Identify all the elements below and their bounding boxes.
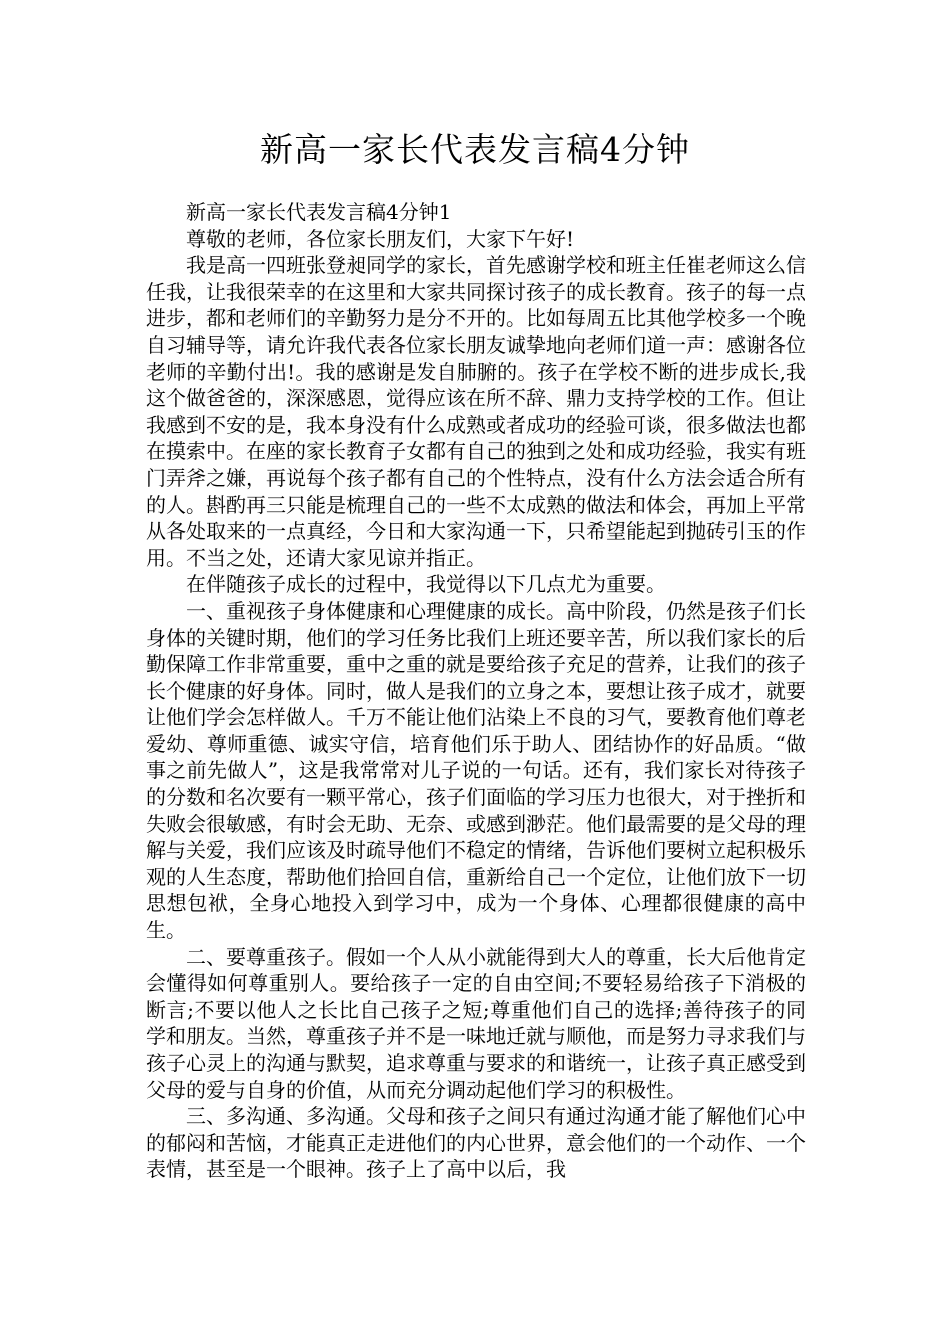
paragraph-point-one: 一、重视孩子身体健康和心理健康的成长。高中阶段，仍然是孩子们长身体的关键时期，他们的学习任务比我们上班还要辛苦，所以我们家长的后勤保障工作非常重要，重中之重的就是要给孩子充足的营养，让我们的孩子长个健康的好身体。同时，做人是我们的立身之本，要想让孩子成才，就要让他们学会怎样做人。千万不能让他们沾染上不良的习气，要教育他们尊老爱幼、尊师重德、诚实守信，培育他们乐于助人、团结协作的好品质。“做事之前先做人”，这是我常常对儿子说的一句话。还有，我们家长对待孩子的分数和名次要有一颗平常心，孩子们面临的学习压力也很大，对于挫折和失败会很敏感，有时会无助、无奈、或感到渺茫。他们最需要的是父母的理解与关爱，我们应该及时疏导他们不稳定的情绪，告诉他们要树立起积极乐观的人生态度，帮助他们拾回自信，重新给自己一个定位，让他们放下一切思想包袱，全身心地投入到学习中，成为一个身体、心理都很健康的高中生。 [146, 598, 806, 943]
paragraph-transition: 在伴随孩子成长的过程中，我觉得以下几点尤为重要。 [186, 572, 666, 597]
paragraph-introduction: 我是高一四班张登昶同学的家长，首先感谢学校和班主任崔老师这么信任我，让我很荣幸的在这里和大家共同探讨孩子的成长教育。孩子的每一点进步，都和老师们的辛勤努力是分不开的。比如每周五比其他学校多一个晚自习辅导等，请允许我代表各位家长朋友诚挚地向老师们道一声：感谢各位老师的辛勤付出!。我的感谢是发自肺腑的。孩子在学校不断的进步成长,我这个做爸爸的，深深感恩，觉得应该在所不辞、鼎力支持学校的工作。但让我感到不安的是，我本身没有什么成熟或者成功的经验可谈，很多做法也都在摸索中。在座的家长教育子女都有自己的独到之处和成功经验，我实有班门弄斧之嫌，再说每个孩子都有自己的个性特点，没有什么方法会适合所有的人。斟酌再三只能是梳理自己的一些不太成熟的做法和体会，再加上平常从各处取来的一点真经，今日和大家沟通一下，只希望能起到抛砖引玉的作用。不当之处，还请大家见谅并指正。 [146, 253, 806, 570]
paragraph-point-two: 二、要尊重孩子。假如一个人从小就能得到大人的尊重，长大后他肯定会懂得如何尊重别人。要给孩子一定的自由空间;不要轻易给孩子下消极的断言;不要以他人之长比自己孩子之短;尊重他们自己的选择;善待孩子的同学和朋友。当然，尊重孩子并不是一味地迁就与顺他，而是努力寻求我们与孩子心灵上的沟通与默契，追求尊重与要求的和谐统一，让孩子真正感受到父母的爱与自身的价值，从而充分调动起他们学习的积极性。 [146, 944, 806, 1102]
document-body [146, 199, 806, 1183]
paragraph-greeting: 尊敬的老师，各位家长朋友们，大家下午好! [186, 226, 575, 251]
document-title: 新高一家长代表发言稿4分钟 [260, 130, 690, 169]
paragraph-point-three: 三、多沟通、多沟通。父母和孩子之间只有通过沟通才能了解他们心中的郁闷和苦恼，才能真正走进他们的内心世界，意会他们的一个动作、一个表情，甚至是一个眼神。孩子上了高中以后，我 [146, 1104, 806, 1182]
paragraph-heading: 新高一家长代表发言稿4分钟1 [186, 200, 452, 224]
